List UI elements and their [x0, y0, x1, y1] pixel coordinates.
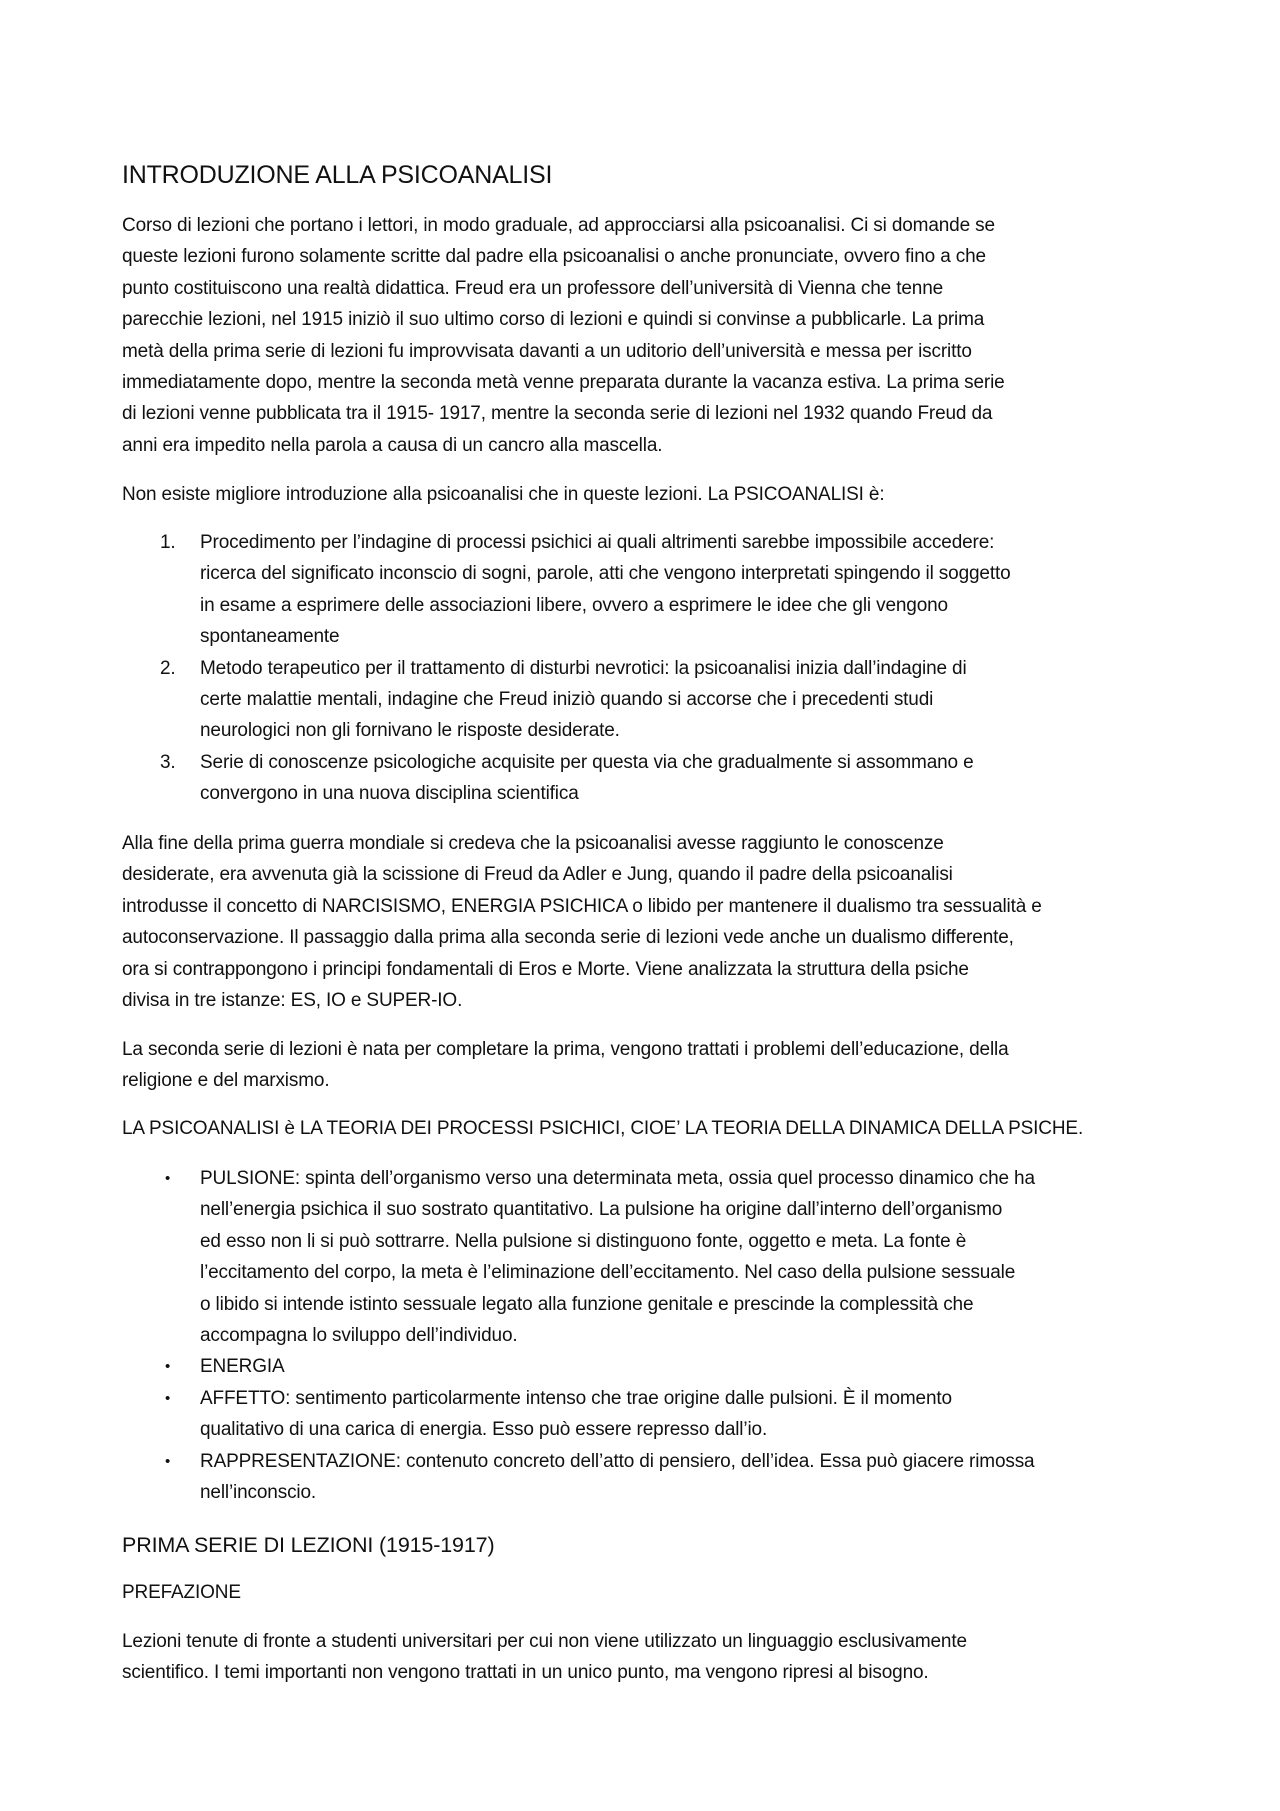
- text-line: punto costituiscono una realtà didattica. Freud era un professore dell’università di Vienna che tenne: [122, 277, 944, 299]
- text-line: religione e del marxismo.: [122, 1070, 330, 1092]
- numbered-list: [122, 527, 1011, 810]
- paragraph-intro: [122, 210, 1005, 461]
- paragraph-preface: [122, 1626, 967, 1689]
- text-line: Alla fine della prima guerra mondiale si credeva che la psicoanalisi avesse raggiunto le conoscenze: [122, 833, 944, 854]
- document-title: INTRODUZIONE ALLA PSICOANALISI: [122, 161, 553, 189]
- text-line: qualitativo di una carica di energia. Esso può essere represso dall’io.: [200, 1419, 768, 1441]
- list-item: [122, 747, 1011, 810]
- bullet-icon: •: [165, 1358, 171, 1376]
- text-line: queste lezioni furono solamente scritte dal padre ella psicoanalisi o anche pronunciate, ovvero fino a che: [122, 246, 986, 268]
- bullet-list: [122, 1163, 1035, 1508]
- text-line: Procedimento per l’indagine di processi psichici ai quali altrimenti sarebbe impossibile accedere:: [200, 532, 995, 553]
- list-item: [122, 1163, 1035, 1351]
- text-line: PULSIONE: spinta dell’organismo verso una determinata meta, ossia quel processo dinamico che ha: [200, 1168, 1035, 1189]
- text-line: nell’energia psichica il suo sostrato quantitativo. La pulsione ha origine dall’interno dell’organismo: [200, 1199, 1003, 1221]
- text-line: immediatamente dopo, mentre la seconda metà venne preparata durante la vacanza estiva. La prima serie: [122, 372, 1005, 394]
- text-line: neurologici non gli fornivano le risposte desiderate.: [200, 720, 620, 742]
- bullet-icon: •: [165, 1389, 171, 1407]
- text-line: ora si contrappongono i principi fondamentali di Eros e Morte. Viene analizzata la struttura della psiche: [122, 958, 969, 980]
- text-line: certe malattie mentali, indagine che Freud iniziò quando si accorse che i precedenti studi: [200, 689, 934, 711]
- text-line: anni era impedito nella parola a causa di un cancro alla mascella.: [122, 434, 663, 456]
- list-item: [122, 1351, 1035, 1382]
- text-line: ed esso non li si può sottrarre. Nella pulsione si distinguono fonte, oggetto e meta. La fonte è: [200, 1230, 967, 1252]
- text-line: Non esiste migliore introduzione alla psicoanalisi che in queste lezioni. La PSICOANALISI è:: [122, 484, 885, 505]
- bullet-icon: •: [165, 1170, 171, 1187]
- list-item: [122, 653, 1011, 747]
- subsection-heading: PREFAZIONE: [122, 1582, 241, 1603]
- text-line: La seconda serie di lezioni è nata per completare la prima, vengono trattati i problemi dell’educazione, della: [122, 1039, 1009, 1060]
- text-line: di lezioni venne pubblicata tra il 1915- 1917, mentre la seconda serie di lezioni nel 1932 quando Freud da: [122, 403, 993, 425]
- list-number: 1.: [160, 532, 176, 553]
- text-line: nell’inconscio.: [200, 1482, 317, 1504]
- text-line: o libido si intende istinto sessuale legato alla funzione genitale e prescinde la complessità che: [200, 1293, 974, 1315]
- text-line: ENERGIA: [200, 1356, 285, 1378]
- text-line: Serie di conoscenze psicologiche acquisite per questa via che gradualmente si assommano e: [200, 751, 974, 773]
- text-line: scientifico. I temi importanti non vengono trattati in un unico punto, ma vengono ripresi al bisogno.: [122, 1662, 929, 1684]
- paragraph-history: [122, 828, 1042, 1016]
- paragraph-definition: [122, 479, 884, 510]
- text-line: l’eccitamento del corpo, la meta è l’eliminazione dell’eccitamento. Nel caso della pulsione sessuale: [200, 1262, 1016, 1284]
- text-line: ricerca del significato inconscio di sogni, parole, atti che vengono interpretati spingendo il soggetto: [200, 563, 1011, 585]
- text-line: Lezioni tenute di fronte a studenti universitari per cui non viene utilizzato un linguaggio esclusivamente: [122, 1631, 967, 1652]
- text-line: Metodo terapeutico per il trattamento di disturbi nevrotici: la psicoanalisi inizia dall’indagine di: [200, 657, 967, 679]
- text-line: accompagna lo sviluppo dell’individuo.: [200, 1325, 518, 1347]
- list-number: 3.: [160, 751, 176, 773]
- text-line: introdusse il concetto di NARCISISMO, ENERGIA PSICHICA o libido per mantenere il dualismo tra sessualità e: [122, 895, 1042, 917]
- paragraph-theory: [122, 1113, 1083, 1144]
- list-number: 2.: [160, 657, 176, 679]
- text-line: autoconservazione. Il passaggio dalla prima alla seconda serie di lezioni vede anche un dualismo differente,: [122, 927, 1014, 949]
- list-item: [122, 527, 1011, 653]
- text-line: convergono in una nuova disciplina scientifica: [200, 783, 579, 805]
- text-line: desiderate, era avvenuta già la scissione di Freud da Adler e Jung, quando il padre della psicoanalisi: [122, 864, 953, 886]
- text-line: parecchie lezioni, nel 1915 iniziò il suo ultimo corso di lezioni e quindi si convinse a pubblicarle. La prima: [122, 309, 985, 331]
- text-line: LA PSICOANALISI è LA TEORIA DEI PROCESSI PSICHICI, CIOE’ LA TEORIA DELLA DINAMICA DELLA PSICHE.: [122, 1118, 1084, 1139]
- text-line: AFFETTO: sentimento particolarmente intenso che trae origine dalle pulsioni. È il momento: [200, 1387, 952, 1409]
- list-item: [122, 1383, 1035, 1446]
- text-line: Corso di lezioni che portano i lettori, in modo graduale, ad approcciarsi alla psicoanalisi. Ci si domande se: [122, 215, 995, 236]
- text-line: in esame a esprimere delle associazioni libere, ovvero a esprimere le idee che gli vengono: [200, 594, 948, 616]
- section-heading: PRIMA SERIE DI LEZIONI (1915-1917): [122, 1533, 495, 1557]
- text-line: spontaneamente: [200, 626, 340, 648]
- list-item: [122, 1446, 1035, 1509]
- text-line: RAPPRESENTAZIONE: contenuto concreto dell’atto di pensiero, dell’idea. Essa può giacere rimossa: [200, 1450, 1035, 1472]
- text-line: divisa in tre istanze: ES, IO e SUPER-IO.: [122, 990, 463, 1012]
- text-line: metà della prima serie di lezioni fu improvvisata davanti a un uditorio dell’università e messa per iscritto: [122, 340, 972, 362]
- bullet-icon: •: [165, 1452, 171, 1470]
- paragraph-second-series: [122, 1034, 1009, 1097]
